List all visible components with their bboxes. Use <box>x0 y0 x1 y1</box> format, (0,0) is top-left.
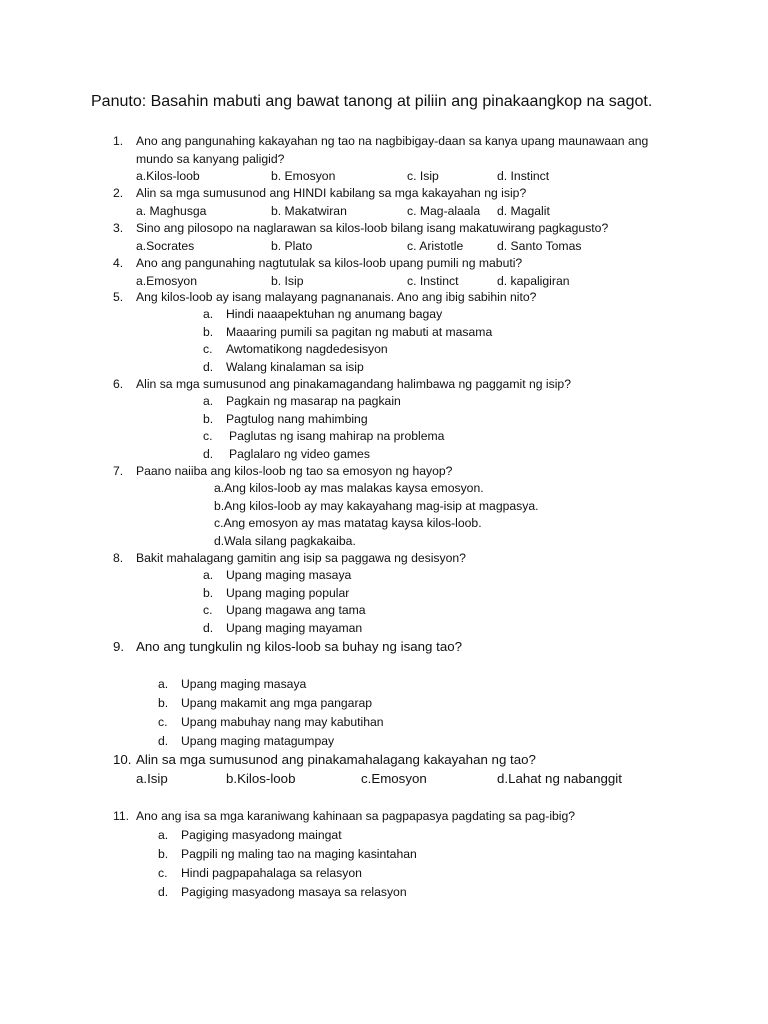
option-letter: d. <box>214 533 225 548</box>
option-d <box>203 446 444 464</box>
option-b <box>203 324 492 342</box>
question-8 <box>113 550 466 568</box>
option-text: Paglutas ng isang mahirap na problema <box>229 429 445 443</box>
option-text: Upang makamit ang mga pangarap <box>181 696 373 710</box>
option-letter: c. <box>214 516 224 530</box>
choice-b: b.Kilos-loob <box>226 771 296 786</box>
choice-b: b. Plato <box>271 238 313 253</box>
option-text: Hindi pagpapahalaga sa relasyon <box>181 866 362 880</box>
question-1 <box>113 133 649 186</box>
option-text: Wala silang pagkakaiba. <box>224 533 356 548</box>
question-number: 1. <box>113 134 124 148</box>
option-text: Pagiging masyadong maingat <box>181 828 342 842</box>
option-a <box>203 306 492 324</box>
option-letter: a. <box>203 568 214 582</box>
option-a <box>214 480 539 498</box>
option-text: Awtomatikong nagdedesisyon <box>226 342 388 356</box>
option-letter: d. <box>158 734 169 748</box>
question-number: 8. <box>113 551 124 565</box>
option-text: Upang mabuhay nang may kabutihan <box>181 715 384 729</box>
question-stem: Paano naiiba ang kilos-loob ng tao sa emosyon ng hayop? <box>136 464 453 478</box>
option-b <box>158 694 384 713</box>
option-text: Pagpili ng maling tao na maging kasintahan <box>181 847 417 861</box>
choice-b: b. Makatwiran <box>271 203 347 218</box>
options-q9 <box>158 675 384 751</box>
option-text: Ang kilos-loob ay may kakayahang mag-isip at magpasya. <box>224 498 539 513</box>
question-number: 11. <box>113 809 130 823</box>
option-a <box>203 393 444 411</box>
option-text: Ang emosyon ay mas matatag kaysa kilos-loob. <box>223 516 482 530</box>
option-letter: d. <box>203 446 214 461</box>
option-letter: a. <box>203 307 214 321</box>
option-text: Upang maging popular <box>226 585 350 600</box>
question-number: 7. <box>113 464 124 478</box>
option-d <box>158 883 417 902</box>
option-letter: c. <box>203 429 213 443</box>
option-c <box>214 515 539 533</box>
option-text: Pagkain ng masarap na pagkain <box>226 394 401 408</box>
option-letter: b. <box>158 696 169 710</box>
question-stem: Ang kilos-loob ay isang malayang pagnananais. Ano ang ibig sabihin nito? <box>136 290 537 304</box>
option-b <box>203 585 366 603</box>
choice-a: a.Emosyon <box>136 273 197 288</box>
option-letter: b. <box>158 847 169 861</box>
question-stem: Ano ang pangunahing kakayahan ng tao na nagbibigay-daan sa kanya upang maunawaan ang <box>136 134 649 148</box>
option-b <box>203 411 444 429</box>
option-letter: d. <box>158 885 169 899</box>
question-9 <box>113 637 463 656</box>
choice-d: d.Lahat ng nabanggit <box>497 771 622 786</box>
question-6 <box>113 376 571 394</box>
option-letter: c. <box>203 603 213 617</box>
choice-c: c. Mag-alaala <box>407 203 481 218</box>
question-number: 9. <box>113 639 125 654</box>
question-number: 3. <box>113 221 124 235</box>
option-text: Pagiging masyadong masaya sa relasyon <box>181 885 407 899</box>
choice-row <box>136 769 622 788</box>
option-text: Upang magawa ang tama <box>226 603 366 617</box>
question-2 <box>113 185 550 220</box>
option-letter: b. <box>214 498 225 513</box>
question-4 <box>113 255 570 290</box>
choice-b: b. Emosyon <box>271 169 336 183</box>
instruction-title: Panuto: Basahin mabuti ang bawat tanong at piliin ang pinakaangkop na sagot. <box>91 93 653 110</box>
choice-row <box>136 168 648 186</box>
option-b <box>158 845 417 864</box>
choice-row <box>136 273 570 291</box>
choice-c: c.Emosyon <box>361 771 427 786</box>
option-d <box>203 359 492 377</box>
option-d <box>158 732 384 751</box>
option-c <box>158 864 417 883</box>
question-number: 6. <box>113 377 124 391</box>
option-b <box>214 498 539 516</box>
option-text: Paglalaro ng video games <box>229 446 370 461</box>
choice-a: a.Kilos-loob <box>136 169 200 183</box>
option-text: Upang maging matagumpay <box>181 734 335 748</box>
option-a <box>158 826 417 845</box>
question-7 <box>113 463 453 481</box>
choice-d: d. Magalit <box>497 203 550 218</box>
option-letter: c. <box>158 715 168 729</box>
choice-c: c. Instinct <box>407 273 459 288</box>
option-letter: a. <box>203 394 214 408</box>
question-3 <box>113 220 609 255</box>
choice-a: a.Socrates <box>136 238 195 253</box>
option-d <box>214 533 539 551</box>
option-letter: b. <box>203 585 214 600</box>
question-5 <box>113 289 537 307</box>
options-q5 <box>203 306 492 376</box>
question-stem: Ano ang tungkulin ng kilos-loob sa buhay ng isang tao? <box>136 639 463 654</box>
option-text: Upang maging masaya <box>181 677 307 691</box>
choice-a: a.Isip <box>136 771 168 786</box>
question-stem: Alin sa mga sumusunod ang HINDI kabilang sa mga kakayahan ng isip? <box>136 186 527 200</box>
question-stem: Bakit mahalagang gamitin ang isip sa paggawa ng desisyon? <box>136 551 466 565</box>
options-q8 <box>203 567 366 637</box>
option-c <box>203 428 444 446</box>
question-number: 5. <box>113 290 124 304</box>
question-number: 10. <box>113 752 132 767</box>
options-q7 <box>214 480 539 550</box>
option-c <box>158 713 384 732</box>
option-letter: c. <box>158 866 168 880</box>
option-letter: d. <box>203 620 214 635</box>
choice-row <box>136 238 608 256</box>
option-letter: c. <box>203 342 213 356</box>
option-c <box>203 341 492 359</box>
choice-row <box>136 203 550 221</box>
option-c <box>203 602 366 620</box>
choice-c: c. Isip <box>407 169 439 183</box>
option-text: Maaaring pumili sa pagitan ng mabuti at masama <box>226 324 493 339</box>
option-a <box>203 567 366 585</box>
option-d <box>203 620 366 638</box>
question-stem: Alin sa mga sumusunod ang pinakamahalagang kakayahan ng tao? <box>136 752 536 767</box>
question-stem: Ano ang isa sa mga karaniwang kahinaan sa pagpapasya pagdating sa pag-ibig? <box>136 809 576 823</box>
choice-d: d. kapaligiran <box>497 273 570 288</box>
option-letter: a. <box>158 828 169 842</box>
option-text: Upang maging masaya <box>226 568 352 582</box>
question-stem: Ano ang pangunahing nagtutulak sa kilos-loob upang pumili ng mabuti? <box>136 256 523 270</box>
option-letter: a. <box>158 677 169 691</box>
option-letter: a. <box>214 481 225 495</box>
question-stem: Sino ang pilosopo na naglarawan sa kilos-loob bilang isang makatuwirang pagkagusto? <box>136 221 609 235</box>
option-letter: b. <box>203 324 214 339</box>
option-a <box>158 675 384 694</box>
question-number: 4. <box>113 256 124 270</box>
question-11 <box>113 808 576 826</box>
option-text: Hindi naaapektuhan ng anumang bagay <box>226 307 443 321</box>
question-10 <box>113 750 622 788</box>
choice-d: d. Santo Tomas <box>497 238 582 253</box>
option-text: Ang kilos-loob ay mas malakas kaysa emosyon. <box>224 481 484 495</box>
options-q11 <box>158 826 417 902</box>
options-q6 <box>203 393 444 463</box>
question-stem: Alin sa mga sumusunod ang pinakamagandang halimbawa ng paggamit ng isip? <box>136 377 571 391</box>
option-text: Upang maging mayaman <box>226 620 363 635</box>
option-letter: d. <box>203 359 214 374</box>
option-text: Walang kinalaman sa isip <box>226 359 364 374</box>
question-number: 2. <box>113 186 124 200</box>
choice-a: a. Maghusga <box>136 203 207 218</box>
choice-b: b. Isip <box>271 273 304 288</box>
option-letter: b. <box>203 411 214 426</box>
option-text: Pagtulog nang mahimbing <box>226 411 368 426</box>
choice-d: d. Instinct <box>497 169 550 183</box>
choice-c: c. Aristotle <box>407 238 464 253</box>
question-stem-cont: mundo sa kanyang paligid? <box>136 151 285 166</box>
